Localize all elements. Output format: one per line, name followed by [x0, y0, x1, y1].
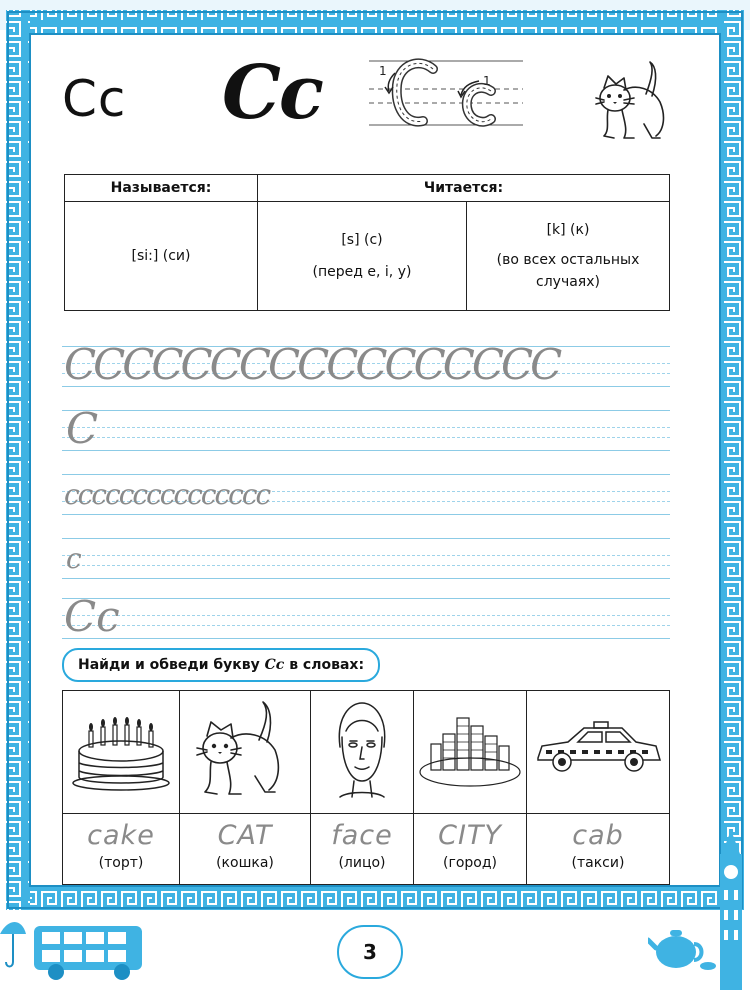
cat-icon	[195, 700, 295, 800]
stroke-order-diagram	[365, 55, 525, 135]
practice-row-pair: Cc	[64, 592, 120, 641]
task-letter: Cc	[264, 657, 285, 673]
print-letter-cc: Cc	[62, 70, 127, 128]
task-suffix: в словах:	[284, 657, 365, 673]
sound-k-cell	[467, 202, 670, 311]
task-prefix: Найди и обведи букву	[78, 657, 265, 673]
translation-cab: (такси)	[571, 855, 625, 871]
word-cell	[311, 814, 414, 885]
stroke-number-1: 1	[379, 64, 387, 78]
header-name: Называется:	[65, 175, 258, 202]
script-letter-cc: Cc	[222, 50, 322, 136]
word-cell	[180, 814, 311, 885]
word-cat: CAT	[217, 820, 273, 851]
header-reading: Читается:	[258, 175, 670, 202]
picture-cell	[63, 691, 180, 814]
task-instruction	[62, 648, 380, 682]
reading-table	[64, 174, 670, 311]
word-cell	[63, 814, 180, 885]
big-ben-icon	[712, 830, 750, 990]
umbrella-icon	[0, 912, 26, 972]
practice-row-uppercase: CCCCCCCCCCCCCCCCC	[64, 340, 560, 389]
translation-cake: (торт)	[98, 855, 144, 871]
teapot-icon	[648, 922, 716, 974]
words-table	[62, 690, 670, 885]
letter-name: [si:] (си)	[131, 248, 191, 264]
word-face: face	[331, 820, 393, 851]
word-cell	[414, 814, 527, 885]
translation-face: (лицо)	[338, 855, 386, 871]
practice-row-lowercase-single: c	[66, 542, 82, 575]
sound-k-rule-line2: случаях)	[536, 274, 600, 290]
word-cab: cab	[572, 820, 624, 851]
picture-cell	[414, 691, 527, 814]
sound-k: [k] (к)	[546, 222, 590, 238]
cat-icon	[594, 58, 674, 144]
sound-s: [s] (с)	[341, 232, 383, 248]
city-icon	[417, 710, 523, 790]
sound-k-rule-line1: (во всех остальных	[496, 252, 640, 268]
picture-cell	[311, 691, 414, 814]
bus-icon	[30, 922, 146, 982]
taxi-icon	[532, 720, 664, 780]
word-city: CITY	[438, 820, 502, 851]
practice-row-lowercase: ccccccccccccccc	[64, 478, 270, 511]
cake-icon	[69, 707, 173, 793]
word-cake: cake	[87, 820, 155, 851]
practice-row-uppercase-single: C	[66, 404, 99, 453]
sound-s-cell	[258, 202, 467, 311]
translation-cat: (кошка)	[216, 855, 274, 871]
stroke-number-2: 1	[483, 74, 491, 88]
sound-s-rule: (перед e, i, y)	[312, 264, 412, 280]
letter-name-cell	[65, 202, 258, 311]
face-icon	[322, 697, 402, 803]
picture-cell	[527, 691, 670, 814]
picture-cell	[180, 691, 311, 814]
page-number: 3	[337, 925, 403, 979]
word-cell	[527, 814, 670, 885]
translation-city: (город)	[443, 855, 497, 871]
